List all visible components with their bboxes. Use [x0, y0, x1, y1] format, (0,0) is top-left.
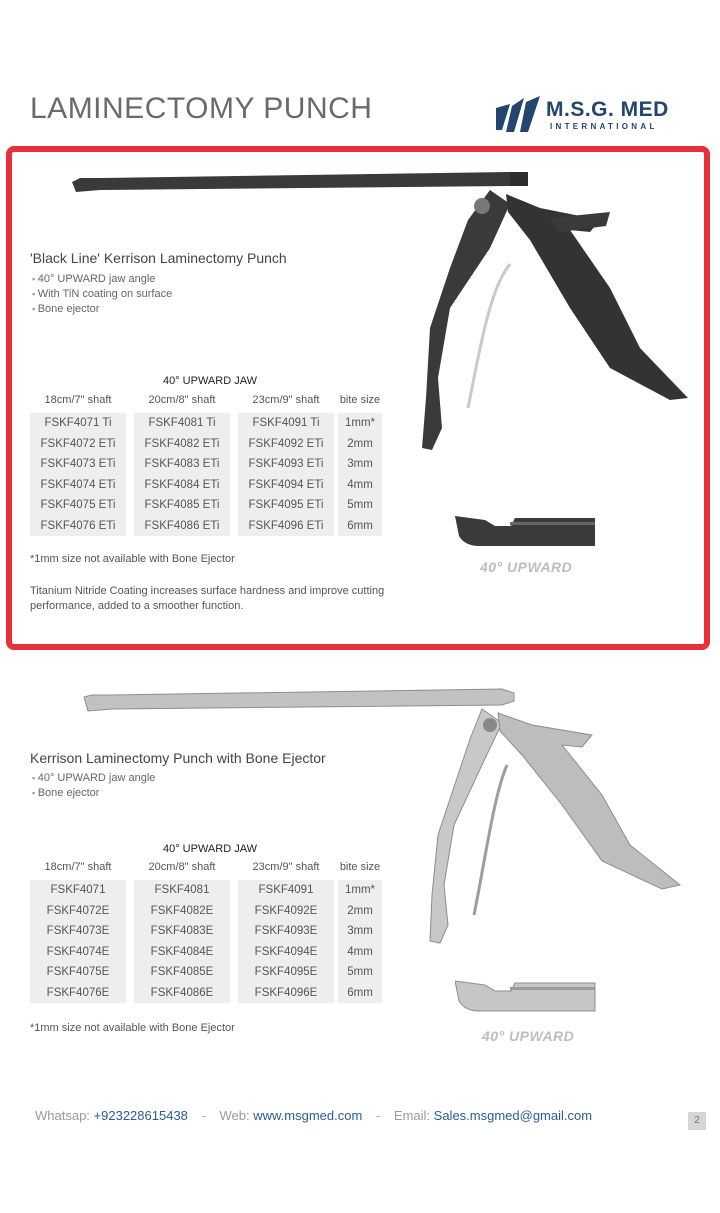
table-cell: 2mm: [347, 437, 373, 450]
footer-separator: -: [375, 1108, 381, 1123]
column-header: 23cm/9" shaft: [252, 861, 320, 873]
table-cell: FSKF4093E: [254, 925, 318, 937]
logo-mark-icon: [494, 94, 546, 134]
jaw-heading: 40° UPWARD JAW: [162, 375, 258, 387]
whatsapp-number[interactable]: +923228615438: [93, 1108, 188, 1123]
table-cell: FSKF4082E: [150, 904, 214, 917]
contact-footer: [35, 1108, 592, 1123]
footnote: *1mm size not available with Bone Ejector: [30, 553, 235, 565]
table-cell: FSKF4091 Ti: [252, 417, 320, 429]
jaw-caption: 40° UPWARD: [480, 559, 573, 575]
column-header: 20cm/8" shaft: [148, 861, 216, 873]
table-cell: FSKF4084E: [150, 945, 214, 958]
table-cell: 5mm: [347, 966, 373, 978]
footnote: *1mm size not available with Bone Ejector: [30, 1022, 235, 1034]
table-cell: 2mm: [347, 904, 373, 917]
product-title: 'Black Line' Kerrison Laminectomy Punch: [30, 250, 287, 266]
bullet-item: ▪ 40° UPWARD jaw angle: [32, 771, 155, 786]
table-cell: FSKF4092E: [254, 904, 318, 917]
column-header: bite size: [339, 861, 381, 873]
email-label: Email:: [393, 1108, 431, 1123]
table-cell: FSKF4076E: [46, 986, 110, 999]
table-cell: FSKF4091: [258, 884, 314, 896]
instrument-image: [82, 685, 690, 950]
email-link[interactable]: Sales.msgmed@gmail.com: [433, 1108, 593, 1123]
brand-logo: [494, 92, 684, 136]
bullet-item: ▪ Bone ejector: [32, 786, 155, 801]
table-cell: FSKF4073E: [46, 925, 110, 937]
bullet-item: ▪ With TiN coating on surface: [32, 287, 172, 302]
table-cell: FSKF4072E: [46, 904, 110, 917]
table-cell: FSKF4096E: [254, 986, 318, 999]
table-cell: FSKF4085 ETi: [144, 499, 220, 511]
bullet-item: ▪ 40° UPWARD jaw angle: [32, 272, 172, 287]
jaw-caption: 40° UPWARD: [482, 1028, 575, 1044]
table-cell: FSKF4071 Ti: [44, 417, 112, 429]
column-header: 18cm/7" shaft: [44, 861, 112, 873]
table-cell: FSKF4075E: [46, 966, 110, 978]
table-cell: FSKF4074E: [46, 945, 110, 958]
logo-subtitle: INTERNATIONAL: [550, 122, 658, 131]
table-cell: 3mm: [347, 458, 373, 470]
table-cell: FSKF4083 ETi: [144, 458, 220, 470]
table-cell: FSKF4094 ETi: [248, 478, 324, 491]
table-cell: FSKF4085E: [150, 966, 214, 978]
product-title: Kerrison Laminectomy Punch with Bone Ejector: [30, 750, 326, 766]
column-header: bite size: [339, 394, 381, 406]
table-cell: FSKF4082 ETi: [144, 437, 220, 450]
logo-brand: M.S.G. MED: [546, 98, 669, 121]
table-cell: FSKF4081: [154, 884, 210, 896]
table-cell: 4mm: [347, 945, 373, 958]
table-cell: 1mm*: [344, 884, 376, 896]
table-cell: FSKF4084 ETi: [144, 478, 220, 491]
table-cell: FSKF4095 ETi: [248, 499, 324, 511]
table-cell: FSKF4086 ETi: [144, 519, 220, 532]
table-cell: FSKF4096 ETi: [248, 519, 324, 532]
table-cell: FSKF4071: [50, 884, 106, 896]
table-cell: 1mm*: [344, 417, 376, 429]
table-cell: FSKF4074 ETi: [40, 478, 116, 491]
table-cell: 6mm: [347, 519, 373, 532]
table-cell: FSKF4076 ETi: [40, 519, 116, 532]
table-cell: FSKF4081 Ti: [148, 417, 216, 429]
page-number: 2: [688, 1112, 706, 1130]
column-header: 20cm/8" shaft: [148, 394, 216, 406]
column-header: 23cm/9" shaft: [252, 394, 320, 406]
jaw-detail-image: [455, 977, 600, 1017]
instrument-image: [70, 168, 690, 458]
column-header: 18cm/7" shaft: [44, 394, 112, 406]
web-label: Web:: [219, 1108, 250, 1123]
page-title: LAMINECTOMY PUNCH: [30, 92, 373, 125]
table-cell: FSKF4083E: [150, 925, 214, 937]
table-cell: FSKF4092 ETi: [248, 437, 324, 450]
table-cell: FSKF4072 ETi: [40, 437, 116, 450]
table-cell: FSKF4094E: [254, 945, 318, 958]
table-cell: FSKF4093 ETi: [248, 458, 324, 470]
footer-separator: -: [201, 1108, 206, 1123]
table-cell: 5mm: [347, 499, 373, 511]
jaw-heading: 40° UPWARD JAW: [162, 843, 258, 855]
table-cell: FSKF4075 ETi: [40, 499, 116, 511]
jaw-detail-image: [455, 512, 600, 552]
table-cell: 6mm: [347, 986, 373, 999]
web-link[interactable]: www.msgmed.com: [253, 1108, 363, 1123]
product-description: Titanium Nitride Coating increases surface hardness and improve cutting performance, added to a smoother function.: [30, 585, 385, 612]
table-cell: FSKF4086E: [150, 986, 214, 999]
whatsapp-label: Whatsap:: [35, 1108, 90, 1123]
bullet-item: ▪ Bone ejector: [32, 302, 172, 317]
table-cell: 3mm: [347, 925, 373, 937]
table-cell: 4mm: [347, 478, 373, 491]
table-cell: FSKF4073 ETi: [40, 458, 116, 470]
table-cell: FSKF4095E: [254, 966, 318, 978]
